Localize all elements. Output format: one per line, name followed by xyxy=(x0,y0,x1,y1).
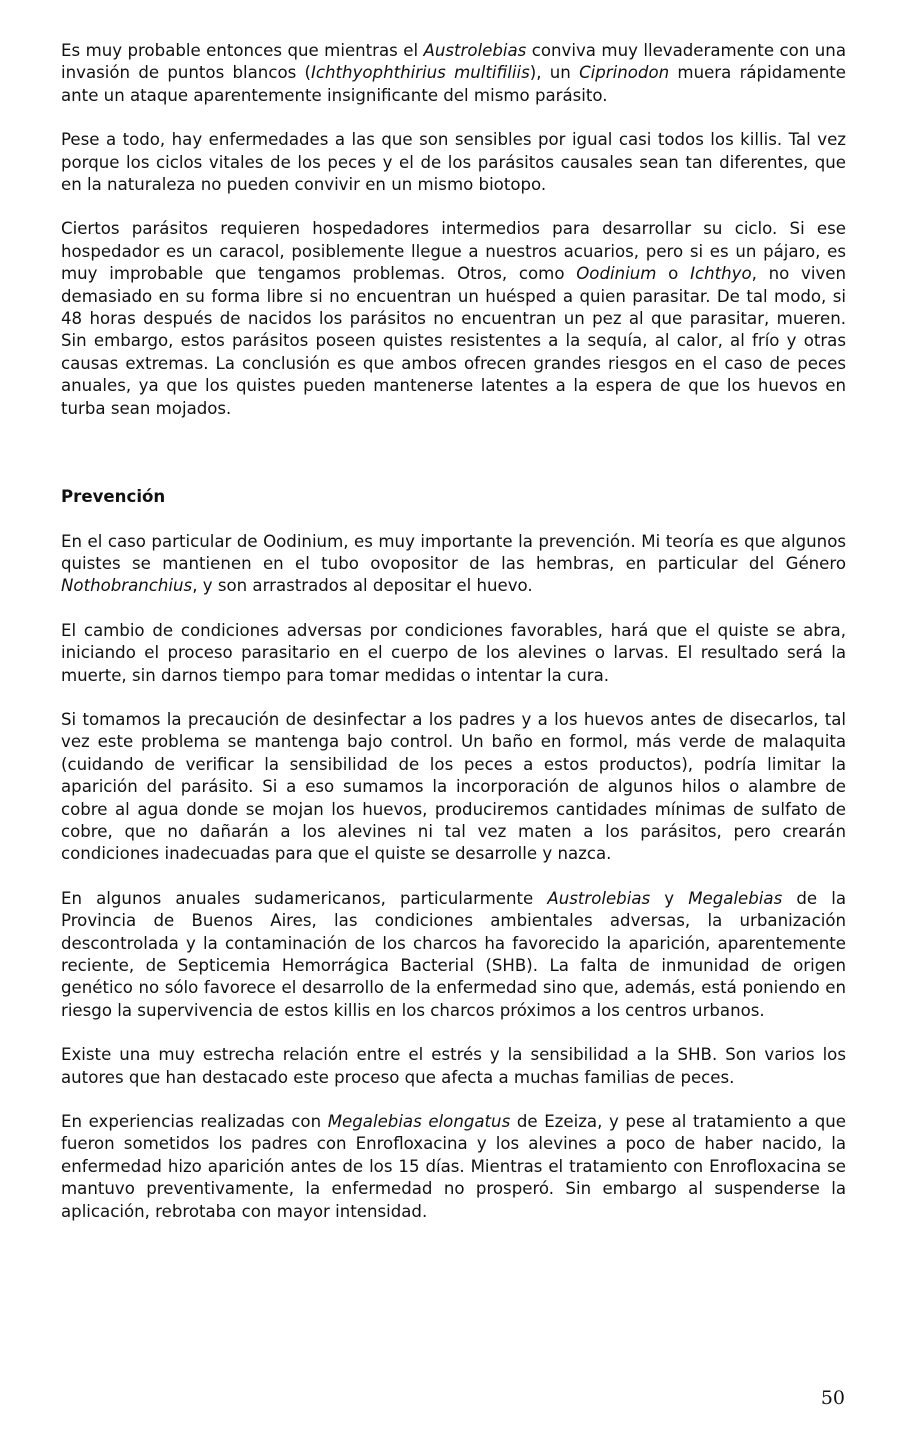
body-paragraph xyxy=(61,620,846,687)
intro-paragraphs xyxy=(61,40,846,420)
body-paragraph xyxy=(61,709,846,866)
text-run: Si tomamos la precaución de desinfectar a los padres y a los huevos antes de disecarlos, tal vez este problema se mantenga bajo control. Un baño en formol, más verde de malaquita (cuidando de verificar la sensibilidad de los peces a estos productos), podría limitar la aparición del parásito. Si a eso sumamos la incorporación de algunos hilos o alambre de cobre al agua donde se mojan los huevos, produciremos cantidades mínimas de sulfato de cobre, que no dañarán a los alevines ni tal vez maten a los parásitos, pero crearán condiciones inadecuadas para que el quiste se desarrolle y nazca. xyxy=(61,709,846,864)
text-run: Ciertos parásitos requieren hospedadores intermedios para desarrollar su ciclo. Si ese hospedador es un caracol, posiblemente llegue a nuestros acuarios, pero si es un pájaro, es muy improbable que tengamos problemas. Otros, como xyxy=(61,219,846,284)
text-run: Pese a todo, hay enfermedades a las que son sensibles por igual casi todos los killis. Tal vez porque los ciclos vitales de los peces y el de los parásitos causales sean tan diferentes, que en la naturaleza no pueden convivir en un mismo biotopo. xyxy=(61,130,846,195)
body-paragraph xyxy=(61,40,846,107)
section-paragraphs xyxy=(61,531,846,1224)
italic-term: Megalebias elongatus xyxy=(327,1112,511,1132)
section-spacer xyxy=(61,442,846,486)
text-run: El cambio de condiciones adversas por condiciones favorables, hará que el quiste se abra, iniciando el proceso parasitario en el cuerpo de los alevines o larvas. El resultado será la muerte, sin darnos tiempo para tomar medidas o intentar la cura. xyxy=(61,620,846,685)
text-run: y xyxy=(650,888,689,908)
page-number: 50 xyxy=(820,1387,845,1409)
text-run: de la Provincia de Buenos Aires, las condiciones ambientales adversas, la urbanización descontrolada y la contaminación de los charcos ha favorecido la aparición, aparentemente reciente, de Septicemia Hemorrágica Bacterial (SHB). La falta de inmunidad de origen genético no sólo favorece el desarrollo de la enfermedad sino que, además, está poniendo en riesgo la supervivencia de estos killis en los charcos próximos a los centros urbanos. xyxy=(61,888,847,1020)
document-page xyxy=(61,40,846,1245)
text-run: En experiencias realizadas con xyxy=(61,1112,328,1132)
italic-term: Ciprinodon xyxy=(579,63,670,83)
italic-term: Ichthyophthirius multifiliis xyxy=(311,63,530,83)
section-heading: Prevención xyxy=(61,487,166,507)
body-paragraph xyxy=(61,1111,846,1223)
text-run: Existe una muy estrecha relación entre el estrés y la sensibilidad a la SHB. Son varios los autores que han destacado este proceso que afecta a muchas familias de peces. xyxy=(61,1045,846,1087)
body-paragraph xyxy=(61,888,846,1022)
text-run: En algunos anuales sudamericanos, particularmente xyxy=(61,888,548,908)
text-run: de Ezeiza, y pese al tratamiento a que fueron sometidos los padres con Enrofloxacina y los alevines a poco de haber nacido, la enfermedad hizo aparición antes de los 15 días. Mientras el tratamiento con Enrofloxacina se mantuvo preventivamente, la enfermedad no prosperó. Sin embargo al suspenderse la aplicación, rebrotaba con mayor intensidad. xyxy=(61,1112,847,1221)
text-run: o xyxy=(656,264,691,284)
italic-term: Nothobranchius xyxy=(61,576,193,596)
text-run: conviva muy llevaderamente con una invasión de puntos blancos ( xyxy=(61,41,846,83)
body-paragraph xyxy=(61,1044,846,1089)
text-run: Es muy probable entonces que mientras el xyxy=(61,41,424,60)
italic-term: Oodinium xyxy=(576,264,657,284)
text-run: ), un xyxy=(529,63,580,83)
italic-term: Megalebias xyxy=(688,888,783,908)
italic-term: Austrolebias xyxy=(423,41,527,60)
text-run: , y son arrastrados al depositar el huevo. xyxy=(192,576,533,596)
body-paragraph xyxy=(61,218,846,420)
body-paragraph xyxy=(61,129,846,196)
body-paragraph xyxy=(61,531,846,598)
text-run: , no viven demasiado en su forma libre si no encuentran un huésped a quien parasitar. De tal modo, si 48 horas después de nacidos los parásitos no encuentran un pez al que parasitar, mueren. Sin embargo, estos parásitos poseen quistes resistentes a la sequía, al calor, al frío y otras causas extremas. La conclusión es que ambos ofrecen grandes riesgos en el caso de peces anuales, ya que los quistes pueden mantenerse latentes a la espera de que los huevos en turba sean mojados. xyxy=(61,264,846,418)
italic-term: Ichthyo xyxy=(690,264,752,284)
italic-term: Austrolebias xyxy=(547,888,651,908)
text-run: muera rápidamente ante un ataque aparentemente insignificante del mismo parásito. xyxy=(61,63,847,105)
text-run: En el caso particular de Oodinium, es muy importante la prevención. Mi teoría es que algunos quistes se mantienen en el tubo ovopositor de las hembras, en particular del Género xyxy=(61,531,846,573)
